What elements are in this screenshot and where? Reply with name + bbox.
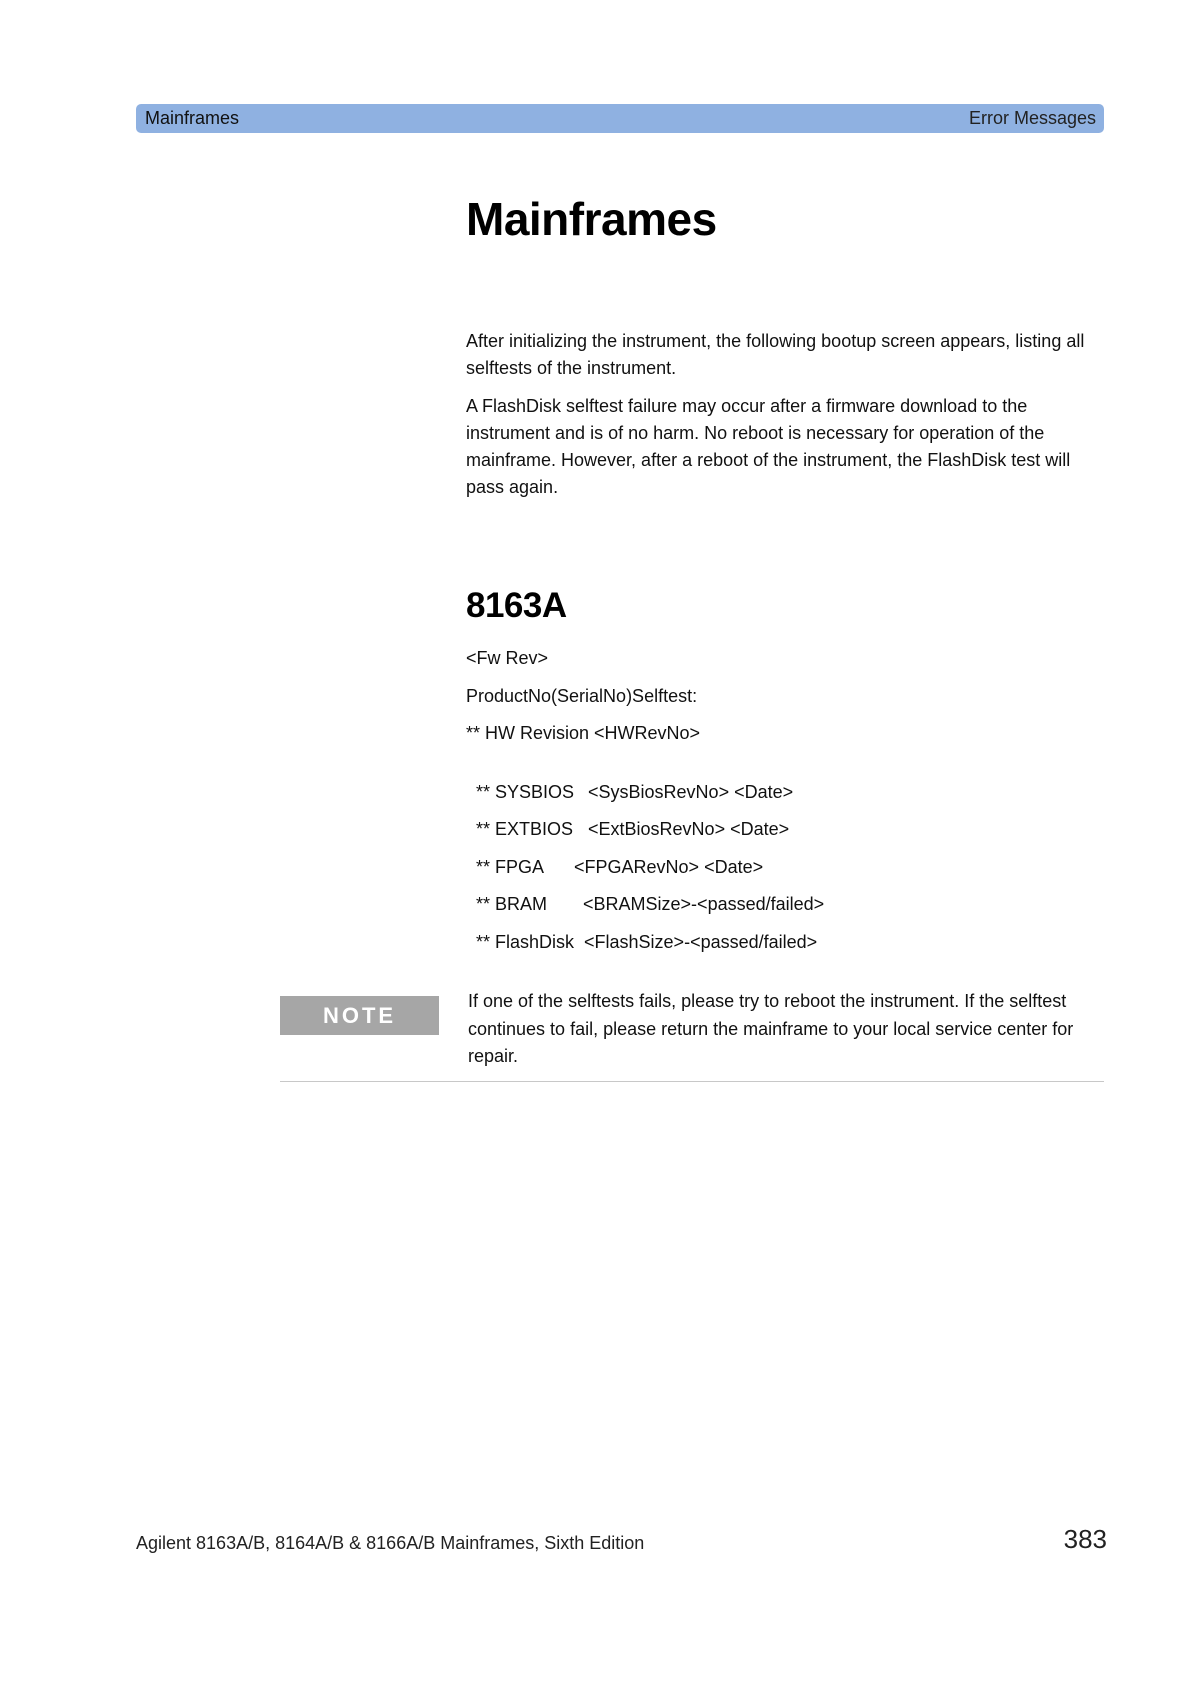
section-title: 8163A	[466, 586, 567, 625]
selftest-line	[466, 798, 789, 840]
header-chapter: Mainframes	[145, 108, 240, 128]
boot-line-hw-revision: ** HW Revision <HWRevNo>	[466, 723, 701, 743]
boot-line-product: ProductNo(SerialNo)Selftest:	[466, 686, 698, 706]
selftest-line	[466, 873, 824, 915]
selftest-name: ** SYSBIOS	[476, 782, 575, 802]
selftest-value: <SysBiosRevNo> <Date>	[588, 782, 794, 802]
footer-title: Agilent 8163A/B, 8164A/B & 8166A/B Mainframes, Sixth Edition	[136, 1533, 645, 1553]
selftest-value: <BRAMSize>-<passed/failed>	[583, 894, 825, 914]
selftest-value: <FlashSize>-<passed/failed>	[584, 932, 818, 952]
page-title: Mainframes	[466, 193, 717, 245]
selftest-line	[466, 836, 763, 878]
selftest-name: ** FlashDisk	[476, 932, 575, 952]
running-header	[136, 104, 1104, 133]
page-number: 383	[1063, 1524, 1107, 1554]
selftest-line	[466, 761, 793, 803]
selftest-name: ** FPGA	[476, 857, 545, 877]
selftest-value: <ExtBiosRevNo> <Date>	[588, 819, 790, 839]
intro-paragraph-2: A FlashDisk selftest failure may occur after a firmware download to the instrument and is of no harm. No reboot is necessary for operation of the mainframe. However, after a reboot of the instrument, the FlashDisk test will pass again.	[466, 396, 1071, 497]
note-divider	[280, 1081, 1104, 1082]
boot-line-fw-rev: <Fw Rev>	[466, 648, 549, 668]
note-text: If one of the selftests fails, please try to reboot the instrument. If the selftest continues to fail, please return the mainframe to your local service center for repair.	[468, 991, 1074, 1066]
selftest-name: ** BRAM	[476, 894, 548, 914]
intro-paragraph-1: After initializing the instrument, the following bootup screen appears, listing all selftests of the instrument.	[466, 331, 1085, 378]
note-badge: NOTE	[280, 996, 439, 1035]
header-section: Error Messages	[968, 108, 1096, 128]
selftest-value: <FPGARevNo> <Date>	[574, 857, 764, 877]
selftest-line	[466, 911, 817, 953]
selftest-name: ** EXTBIOS	[476, 819, 574, 839]
